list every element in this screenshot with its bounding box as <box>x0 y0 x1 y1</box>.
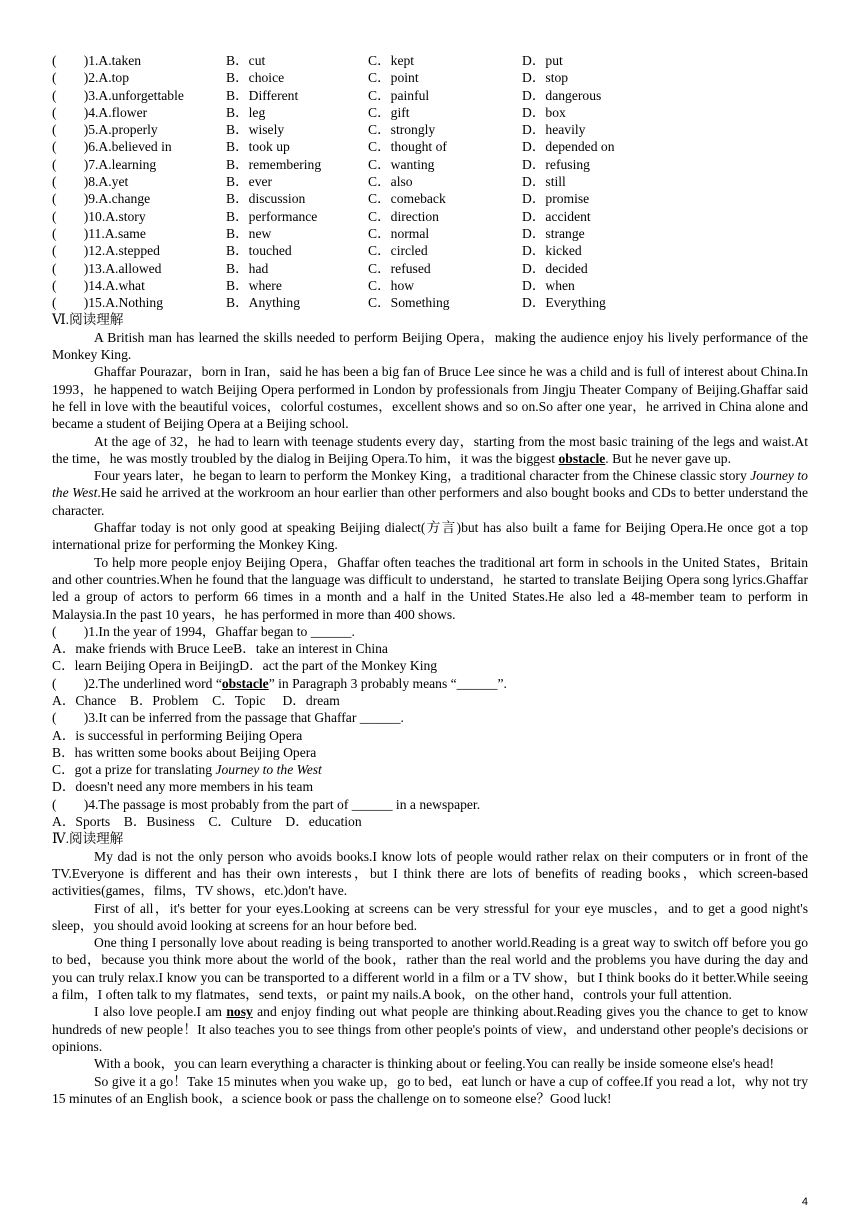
paragraph-text: . But he never gave up. <box>605 450 731 466</box>
cloze-option-d: D．when <box>522 277 575 293</box>
cloze-option-b: B．had <box>226 260 269 276</box>
underlined-word: obstacle <box>558 450 606 466</box>
paragraph: With a book，you can learn everything a character is thinking about or feeling.You can really be inside someone else's head! <box>94 1056 774 1072</box>
question-text: ( )2.The underlined word “ <box>52 675 222 691</box>
cloze-option-c: C．Something <box>368 295 450 311</box>
cloze-option-b: B．Different <box>226 87 299 103</box>
question-options: C．learn Beijing Opera in BeijingD．act the part of the Monkey King <box>52 658 438 674</box>
cloze-option-b: B．cut <box>226 53 266 68</box>
paragraph: One thing I personally love about reading is being transported to another world.Reading is a great way to switch off before you go to bed，because you think more about the world of the book，rather than the real world and the problems you have during the day and you can truly relax.I know you can be transported to a different world in a film or a TV show，but I think books do it better.While seeing a film，I often talk to my flatmates，send texts，or paint my nails.A book，on the other hand，controls your full attention. <box>52 935 808 1003</box>
cloze-option-a: ( )6.A.believed in <box>52 139 172 155</box>
question-options: A．Sports B．Business C．Culture D．education <box>52 814 362 830</box>
cloze-option-a: ( )4.A.flower <box>52 104 148 120</box>
book-title: Journey to the West <box>52 468 808 501</box>
cloze-option-c: C．painful <box>368 87 430 103</box>
paragraph-text: and enjoy finding out what people are thinking about.Reading gives you the chance to get to know hundreds of new people！It also teaches you to see things from other people's points of view，and understand other people's decisions or opinions. <box>52 1004 809 1054</box>
cloze-option-a: ( )3.A.unforgettable <box>52 87 184 103</box>
page-number: 4 <box>801 1196 808 1208</box>
cloze-option-c: C．circled <box>368 243 428 259</box>
cloze-row <box>52 208 808 225</box>
cloze-option-a: ( )14.A.what <box>52 277 145 293</box>
cloze-option-c: C．thought of <box>368 139 447 155</box>
cloze-options-list <box>52 52 808 311</box>
question-option: D．doesn't need any more members in his team <box>52 779 314 795</box>
cloze-option-c: C．normal <box>368 225 430 241</box>
paragraph: Ghaffar Pourazar，born in Iran，said he has been a big fan of Bruce Lee since he was a child and is full of interest about China.In 1993，he happened to watch Beijing Opera performed in London by professionals from Jingju Theater Company of Beijing.Ghaffar said he fell in love with the beautiful voices，colorful costumes，excellent shows and so on.So after one year，he arrived in China alone and became a student of Beijing Opera at a Beijing school. <box>52 364 808 432</box>
paragraph: A British man has learned the skills needed to perform Beijing Opera，making the audience enjoy his lively performance of the Monkey King. <box>52 329 808 363</box>
underlined-word: obstacle <box>221 675 269 691</box>
paragraph <box>52 467 808 519</box>
cloze-row <box>52 87 808 104</box>
cloze-option-d: D．promise <box>522 191 590 207</box>
cloze-option-a: ( )7.A.learning <box>52 156 157 172</box>
paragraph-text: At the age of 32，he had to learn with teenage students every day，starting from the most basic training of the legs and waist.At the time，he was mostly troubled by the dialog in Beijing Opera.To him，it was the biggest <box>52 433 808 466</box>
cloze-option-c: C．wanting <box>368 156 435 172</box>
cloze-row <box>52 294 808 311</box>
paragraph-text: Four years later，he began to learn to perform the Monkey King，a traditional character from the Chinese classic story <box>94 468 751 484</box>
cloze-option-a: ( )9.A.change <box>52 191 151 207</box>
cloze-option-d: D．dangerous <box>522 87 602 103</box>
cloze-row <box>52 138 808 155</box>
cloze-option-d: D．depended on <box>522 139 615 155</box>
paragraph-text: .He said he arrived at the workroom an hour earlier than other performers and also bought books and CDs to better understand the character. <box>52 485 809 518</box>
question: ( )4.The passage is most probably from the part of ______ in a newspaper. <box>52 796 481 812</box>
cloze-option-c: C．strongly <box>368 122 436 138</box>
cloze-option-b: B．new <box>226 225 272 241</box>
question-option: A．is successful in performing Beijing Opera <box>52 727 303 743</box>
question: ( )1.In the year of 1994，Ghaffar began to ______. <box>52 623 355 639</box>
cloze-option-c: C．refused <box>368 260 431 276</box>
cloze-option-d: D．Everything <box>522 295 606 311</box>
cloze-option-d: D．kicked <box>522 243 582 259</box>
paragraph: My dad is not the only person who avoids books.I know lots of people would rather relax on their computers or in front of the TV.Everyone is different and has their own interests，but I think there are lots of benefits of reading books，which screen-based activities(games，films，TV shows，etc.)don't have. <box>52 848 808 899</box>
page-content <box>52 52 808 1107</box>
paragraph: To help more people enjoy Beijing Opera，Ghaffar often teaches the traditional art form in schools in the United States，Britain and other countries.When he found that the language was difficult to understand，he started to translate Beijing Opera song lyrics.Ghaffar led a group of actors to perform 66 times in a month and a half in the United States.He also led a 48-member team to perform in Malaysia.In the past 10 years，he has performed in more than 400 shows. <box>52 554 808 622</box>
question-options: A．make friends with Bruce LeeB．take an interest in China <box>52 641 388 657</box>
cloze-option-d: D．strange <box>522 225 585 241</box>
paragraph: Ghaffar today is not only good at speaking Beijing dialect(方言)but has also built a fame for Beijing Opera.He once got a top international prize for performing the Monkey King. <box>52 520 808 553</box>
cloze-option-d: D．stop <box>522 70 569 86</box>
cloze-option-b: B．Anything <box>226 295 301 311</box>
cloze-option-b: B．took up <box>226 139 290 155</box>
question-options: A．Chance B．Problem C．Topic D．dream <box>52 692 340 708</box>
underlined-word: nosy <box>226 1004 253 1020</box>
cloze-row <box>52 156 808 173</box>
cloze-option-d: D．accident <box>522 208 591 224</box>
paragraph-text: I also love people.I am <box>94 1004 227 1020</box>
cloze-option-d: D．box <box>522 104 566 120</box>
cloze-row <box>52 260 808 277</box>
section-heading: Ⅵ.阅读理解 <box>52 312 124 328</box>
cloze-option-b: B．discussion <box>226 191 306 207</box>
question-option-text: C．got a prize for translating <box>52 762 216 778</box>
question-text: ” in Paragraph 3 probably means “______”. <box>268 675 507 691</box>
cloze-option-c: C．how <box>368 277 415 293</box>
cloze-option-a: ( )5.A.properly <box>52 122 158 138</box>
cloze-option-c: C．also <box>368 174 413 190</box>
book-title: Journey to the West <box>215 762 322 778</box>
paragraph <box>52 1003 808 1055</box>
cloze-option-a: ( )2.A.top <box>52 70 130 86</box>
cloze-option-a: ( )8.A.yet <box>52 174 129 190</box>
cloze-row <box>52 277 808 294</box>
cloze-option-a: ( )1.A.taken <box>52 53 142 68</box>
cloze-option-d: D．refusing <box>522 156 590 172</box>
paragraph <box>52 433 808 468</box>
cloze-row <box>52 104 808 121</box>
cloze-option-a: ( )12.A.stepped <box>52 243 160 259</box>
paragraph: So give it a go！Take 15 minutes when you wake up，go to bed，eat lunch or have a cup of coffee.If you read a lot，why not try 15 minutes of an English book，a science book or pass the challenge on to someone else？Good luck! <box>52 1073 808 1106</box>
question-option <box>52 761 808 778</box>
cloze-option-b: B．performance <box>226 208 318 224</box>
cloze-option-c: C．gift <box>368 104 410 120</box>
cloze-row <box>52 242 808 259</box>
cloze-option-c: C．kept <box>368 53 415 68</box>
cloze-row <box>52 225 808 242</box>
cloze-option-b: B．remembering <box>226 156 322 172</box>
cloze-row <box>52 121 808 138</box>
cloze-option-d: D．still <box>522 174 566 190</box>
cloze-row <box>52 190 808 207</box>
cloze-option-b: B．touched <box>226 243 292 259</box>
cloze-option-a: ( )10.A.story <box>52 208 146 224</box>
question-option: B．has written some books about Beijing Opera <box>52 744 317 760</box>
cloze-option-b: B．wisely <box>226 122 285 138</box>
cloze-row <box>52 52 808 69</box>
cloze-option-d: D．heavily <box>522 122 586 138</box>
cloze-option-a: ( )15.A.Nothing <box>52 295 164 311</box>
cloze-option-c: C．point <box>368 70 419 86</box>
cloze-option-b: B．ever <box>226 174 273 190</box>
paragraph: First of all，it's better for your eyes.Looking at screens can be very stressful for your eye muscles，and to get a good night's sleep，you should avoid looking at screens for an hour before bed. <box>52 900 808 933</box>
cloze-option-d: D．put <box>522 53 563 68</box>
cloze-option-b: B．where <box>226 277 282 293</box>
cloze-row <box>52 69 808 86</box>
section-heading: Ⅳ.阅读理解 <box>52 831 124 847</box>
cloze-option-a: ( )11.A.same <box>52 225 146 241</box>
cloze-option-b: B．choice <box>226 70 285 86</box>
cloze-option-d: D．decided <box>522 260 588 276</box>
cloze-option-b: B．leg <box>226 104 266 120</box>
cloze-option-a: ( )13.A.allowed <box>52 260 162 276</box>
question: ( )3.It can be inferred from the passage that Ghaffar ______. <box>52 710 404 726</box>
cloze-option-c: C．direction <box>368 208 439 224</box>
cloze-option-c: C．comeback <box>368 191 446 207</box>
cloze-row <box>52 173 808 190</box>
question <box>52 675 808 692</box>
